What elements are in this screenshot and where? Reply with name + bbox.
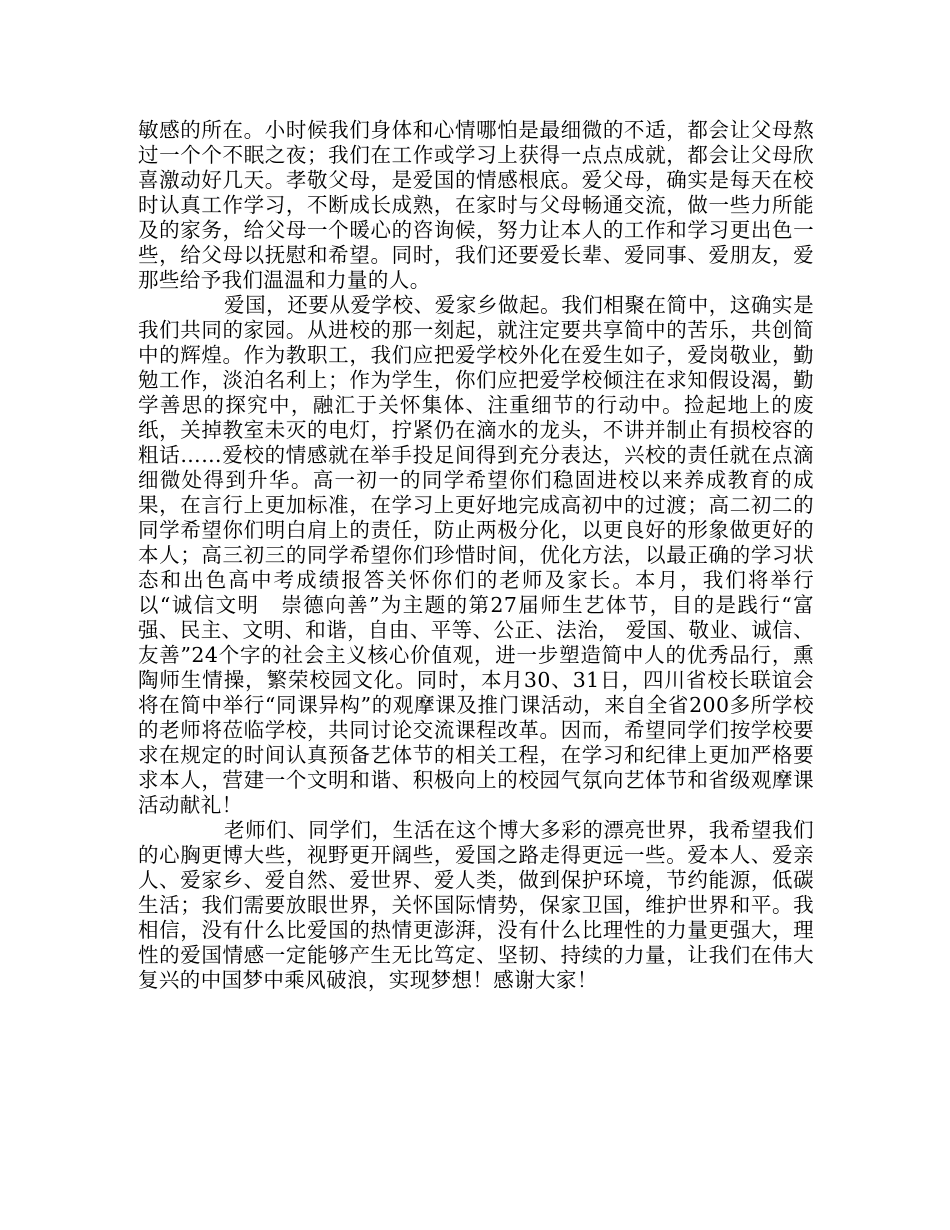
paragraph-filial-piety: 敏感的所在。小时候我们身体和心情哪怕是最细微的不适，都会让父母熬过一个个不眠之夜；我们在工作或学习上获得一点点成就，都会让父母欣喜激动好几天。孝敬父母，是爱国的情感根底。爱父母，确实是每天在校时认真工作学习，不断成长成熟，在家时与父母畅通交流，做一些力所能及的家务，给父母一个暖心的咨询候，努力让本人的工作和学习更出色一些，给父母以抚慰和希望。同时，我们还要爱长辈、爱同事、爱朋友，爱那些给予我们温温和力量的人。 — [138, 118, 814, 292]
document-body — [138, 118, 814, 993]
paragraph-love-school: 爱国，还要从爱学校、爱家乡做起。我们相聚在简中，这确实是我们共同的家园。从进校的那一刻起，就注定要共享简中的苦乐，共创简中的辉煌。作为教职工，我们应把爱学校外化在爱生如子，爱岗敬业，勤勉工作，淡泊名利上；作为学生，你们应把爱学校倾注在求知假设渴，勤学善思的探究中，融汇于关怀集体、注重细节的行动中。捡起地上的废纸，关掉教室未灭的电灯，拧紧仍在滴水的龙头，不讲并制止有损校容的粗话……爱校的情感就在举手投足间得到充分表达，兴校的责任就在点滴细微处得到升华。高一初一的同学希望你们稳固进校以来养成教育的成果，在言行上更加标准，在学习上更好地完成高初中的过渡；高二初二的同学希望你们明白肩上的责任，防止两极分化，以更良好的形象做更好的本人；高三初三的同学希望你们珍惜时间，优化方法，以最正确的学习状态和出色高中考成绩报答关怀你们的老师及家长。本月，我们将举行以“诚信文明 崇德向善”为主题的第27届师生艺体节，目的是践行“富强、民主、文明、和谐，自由、平等、公正、法治， 爱国、敬业、诚信、友善”24个字的社会主义核心价值观，进一步塑造简中人的优秀品行，熏陶师生情操，繁荣校园文化。同时，本月30、31日，四川省校长联谊会将在简中举行“同课异构”的观摩课及推门课活动，来自全省200多所学校的老师将莅临学校，共同讨论交流课程改革。因而，希望同学们按学校要求在规定的时间认真预备艺体节的相关工程，在学习和纪律上更加严格要求本人，营建一个文明和谐、积极向上的校园气氛向艺体节和省级观摩课活动献礼！ — [138, 293, 814, 817]
paragraph-closing: 老师们、同学们，生活在这个博大多彩的漂亮世界，我希望我们的心胸更博大些，视野更开阔些，爱国之路走得更远一些。爱本人、爱亲人、爱家乡、爱自然、爱世界、爱人类，做到保护环境，节约能源，低碳生活；我们需要放眼世界，关怀国际情势，保家卫国，维护世界和平。我相信，没有什么比爱国的热情更澎湃，没有什么比理性的力量更强大，理性的爱国情感一定能够产生无比笃定、坚韧、持续的力量，让我们在伟大复兴的中国梦中乘风破浪，实现梦想！感谢大家！ — [138, 818, 814, 992]
